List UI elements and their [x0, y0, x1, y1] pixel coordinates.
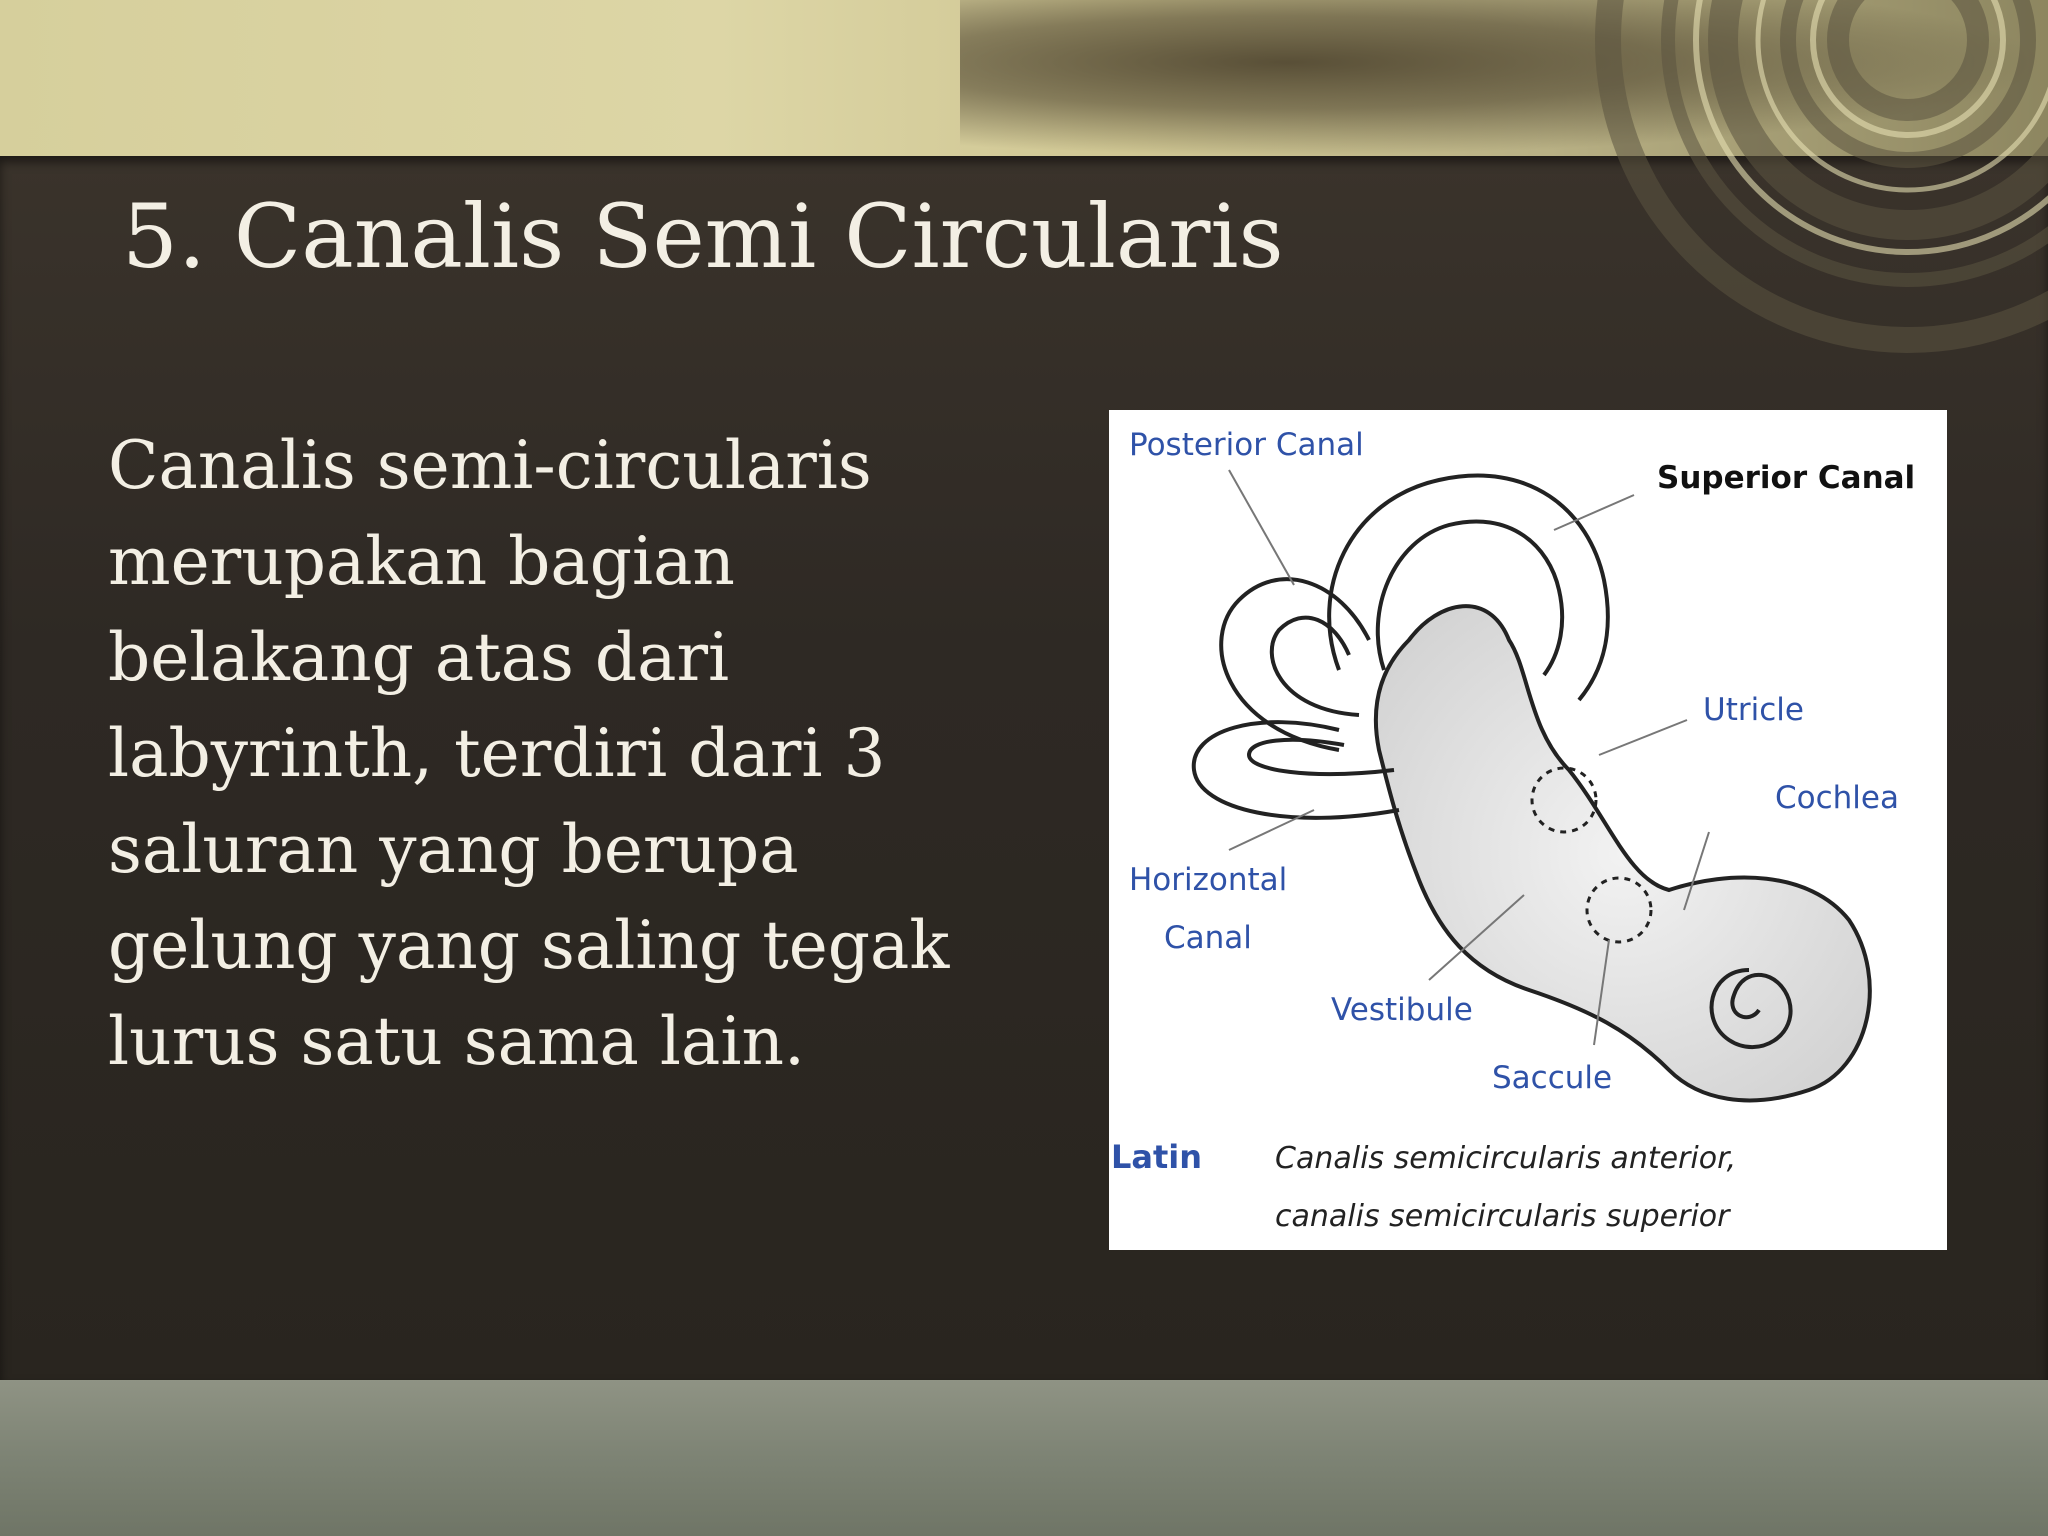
- label-saccule: Saccule: [1492, 1060, 1613, 1096]
- body-line: saluran yang berupa: [108, 811, 799, 888]
- label-utricle: Utricle: [1703, 692, 1804, 728]
- bottom-decorative-band: [0, 1380, 2048, 1536]
- label-vestibule: Vestibule: [1331, 992, 1473, 1028]
- body-line: labyrinth, terdiri dari 3: [108, 715, 886, 792]
- circular-ornament: [1408, 0, 2048, 360]
- body-line: gelung yang saling tegak: [108, 907, 950, 984]
- body-line: lurus satu sama lain.: [108, 1003, 805, 1080]
- label-cochlea: Cochlea: [1775, 780, 1899, 816]
- latin-label: Latin: [1111, 1138, 1203, 1176]
- label-posterior-canal: Posterior Canal: [1129, 427, 1364, 463]
- inner-ear-figure: [1109, 410, 1947, 1250]
- latin-name-line-1: Canalis semicircularis anterior,: [1275, 1141, 1737, 1176]
- latin-name-line-2: canalis semicircularis superior: [1275, 1199, 1730, 1234]
- body-line: Canalis semi-circularis: [108, 427, 872, 504]
- body-line: merupakan bagian: [108, 523, 735, 600]
- inner-ear-diagram: [1109, 410, 1947, 1250]
- body-paragraph: [108, 418, 988, 1090]
- label-canal: Canal: [1164, 920, 1252, 956]
- label-horizontal: Horizontal: [1129, 862, 1288, 898]
- body-line: belakang atas dari: [108, 619, 730, 696]
- label-superior-canal: Superior Canal: [1657, 460, 1916, 496]
- slide-title: 5. Canalis Semi Circularis: [122, 185, 1284, 288]
